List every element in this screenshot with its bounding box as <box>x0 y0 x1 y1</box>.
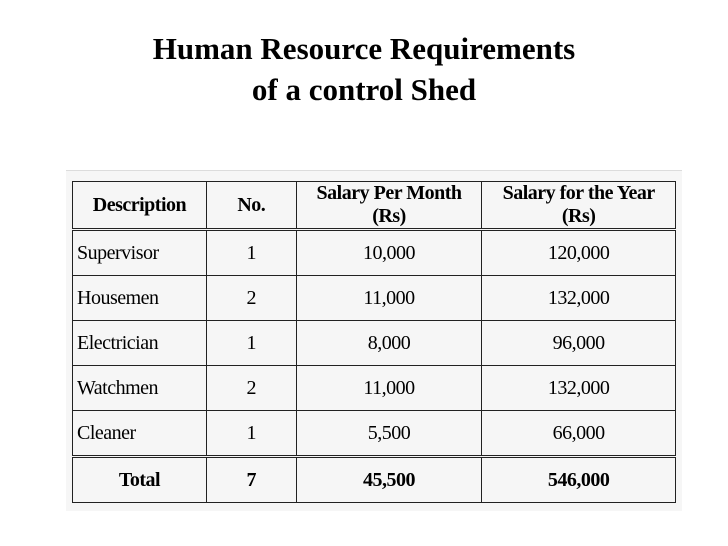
total-yearly: 546,000 <box>482 457 676 503</box>
header-salary-per-month: Salary Per Month (Rs) <box>296 182 482 230</box>
title-line-2: of a control Shed <box>251 72 477 107</box>
cell-monthly: 11,000 <box>296 366 482 411</box>
table-row <box>73 411 676 457</box>
cell-description: Cleaner <box>73 411 207 457</box>
total-monthly: 45,500 <box>296 457 482 503</box>
cell-yearly: 120,000 <box>482 230 676 276</box>
table-total-row <box>73 457 676 503</box>
cell-yearly: 132,000 <box>482 276 676 321</box>
header-description: Description <box>73 182 207 230</box>
table-row <box>73 230 676 276</box>
cell-no: 1 <box>206 411 296 457</box>
cell-description: Watchmen <box>73 366 207 411</box>
title-line-1: Human Resource Requirements <box>152 31 576 66</box>
human-resource-table <box>72 181 676 503</box>
header-no: No. <box>206 182 296 230</box>
cell-description: Supervisor <box>73 230 207 276</box>
cell-no: 1 <box>206 230 296 276</box>
cell-yearly: 66,000 <box>482 411 676 457</box>
cell-yearly: 96,000 <box>482 321 676 366</box>
cell-yearly: 132,000 <box>482 366 676 411</box>
cell-monthly: 10,000 <box>296 230 482 276</box>
page-title <box>0 28 728 110</box>
cell-no: 2 <box>206 276 296 321</box>
header-salary-for-year: Salary for the Year (Rs) <box>482 182 676 230</box>
cell-monthly: 8,000 <box>296 321 482 366</box>
cell-description: Electrician <box>73 321 207 366</box>
cell-no: 1 <box>206 321 296 366</box>
table-row <box>73 366 676 411</box>
cell-monthly: 5,500 <box>296 411 482 457</box>
table-row <box>73 276 676 321</box>
total-no: 7 <box>206 457 296 503</box>
cell-no: 2 <box>206 366 296 411</box>
cell-monthly: 11,000 <box>296 276 482 321</box>
table-header-row <box>73 182 676 230</box>
cell-description: Housemen <box>73 276 207 321</box>
total-label: Total <box>73 457 207 503</box>
table-container <box>66 170 682 511</box>
table-row <box>73 321 676 366</box>
